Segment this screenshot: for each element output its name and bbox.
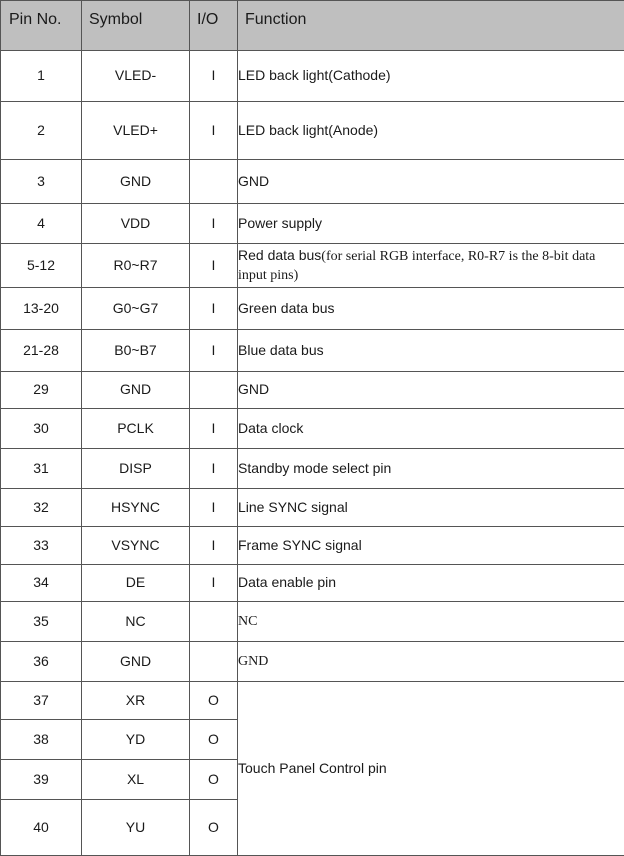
pin-cell: 37: [1, 682, 82, 720]
table-row: [1, 527, 624, 565]
header-row: [1, 1, 624, 51]
table-row: [1, 565, 624, 602]
pin-cell: 33: [1, 527, 82, 565]
function-cell: Data clock: [238, 409, 624, 449]
function-cell: Line SYNC signal: [238, 489, 624, 527]
io-cell: I: [190, 330, 238, 372]
symbol-cell: XL: [82, 760, 190, 800]
table-row: [1, 409, 624, 449]
pin-cell: 1: [1, 51, 82, 102]
io-cell: I: [190, 489, 238, 527]
pin-cell: 13-20: [1, 288, 82, 330]
table-row: [1, 244, 624, 288]
function-text: Red data bus: [238, 247, 321, 263]
table-row: [1, 288, 624, 330]
io-cell: I: [190, 527, 238, 565]
symbol-cell: YU: [82, 800, 190, 856]
symbol-cell: GND: [82, 372, 190, 409]
symbol-cell: VDD: [82, 204, 190, 244]
symbol-cell: VLED-: [82, 51, 190, 102]
io-cell: I: [190, 449, 238, 489]
io-cell: [190, 160, 238, 204]
function-note: (for serial RGB interface, R0-R7 is the 8-bit data input pins): [238, 249, 595, 283]
function-cell: GND: [238, 372, 624, 409]
header-pin-no: Pin No.: [1, 1, 82, 51]
function-cell: LED back light(Cathode): [238, 51, 624, 102]
io-cell: I: [190, 244, 238, 288]
pin-cell: 39: [1, 760, 82, 800]
function-cell: NC: [238, 602, 624, 642]
function-cell: Green data bus: [238, 288, 624, 330]
io-cell: [190, 602, 238, 642]
symbol-cell: YD: [82, 720, 190, 760]
io-cell: O: [190, 800, 238, 856]
symbol-cell: HSYNC: [82, 489, 190, 527]
table-row: [1, 682, 624, 720]
table-row: [1, 160, 624, 204]
table-header: [1, 1, 624, 51]
function-cell: GND: [238, 160, 624, 204]
table-row: [1, 489, 624, 527]
header-symbol: Symbol: [82, 1, 190, 51]
pin-cell: 32: [1, 489, 82, 527]
table-row: [1, 204, 624, 244]
symbol-cell: GND: [82, 160, 190, 204]
io-cell: I: [190, 409, 238, 449]
symbol-cell: PCLK: [82, 409, 190, 449]
symbol-cell: B0~B7: [82, 330, 190, 372]
io-cell: O: [190, 760, 238, 800]
io-cell: O: [190, 682, 238, 720]
function-cell: Frame SYNC signal: [238, 527, 624, 565]
symbol-cell: DISP: [82, 449, 190, 489]
pin-cell: 29: [1, 372, 82, 409]
function-cell: [238, 244, 624, 288]
function-cell: Data enable pin: [238, 565, 624, 602]
function-cell: GND: [238, 642, 624, 682]
function-cell: Blue data bus: [238, 330, 624, 372]
function-cell: Touch Panel Control pin: [238, 682, 624, 856]
table-row: [1, 330, 624, 372]
symbol-cell: GND: [82, 642, 190, 682]
pin-cell: 30: [1, 409, 82, 449]
pin-cell: 21-28: [1, 330, 82, 372]
io-cell: I: [190, 102, 238, 160]
pin-cell: 5-12: [1, 244, 82, 288]
io-cell: I: [190, 565, 238, 602]
pin-cell: 40: [1, 800, 82, 856]
header-function: Function: [238, 1, 624, 51]
symbol-cell: NC: [82, 602, 190, 642]
pin-cell: 4: [1, 204, 82, 244]
function-cell: LED back light(Anode): [238, 102, 624, 160]
table-row: [1, 642, 624, 682]
pin-cell: 35: [1, 602, 82, 642]
symbol-cell: G0~G7: [82, 288, 190, 330]
header-io: I/O: [190, 1, 238, 51]
table-row: [1, 51, 624, 102]
symbol-cell: DE: [82, 565, 190, 602]
table-body: [1, 51, 624, 856]
table-row: [1, 372, 624, 409]
pin-cell: 38: [1, 720, 82, 760]
symbol-cell: VLED+: [82, 102, 190, 160]
pin-cell: 2: [1, 102, 82, 160]
function-cell: Power supply: [238, 204, 624, 244]
table-row: [1, 602, 624, 642]
io-cell: O: [190, 720, 238, 760]
symbol-cell: VSYNC: [82, 527, 190, 565]
symbol-cell: R0~R7: [82, 244, 190, 288]
io-cell: I: [190, 288, 238, 330]
io-cell: [190, 642, 238, 682]
table-row: [1, 449, 624, 489]
symbol-cell: XR: [82, 682, 190, 720]
pin-cell: 36: [1, 642, 82, 682]
io-cell: I: [190, 204, 238, 244]
io-cell: I: [190, 51, 238, 102]
io-cell: [190, 372, 238, 409]
function-cell: Standby mode select pin: [238, 449, 624, 489]
pin-cell: 31: [1, 449, 82, 489]
pin-cell: 3: [1, 160, 82, 204]
table-row: [1, 102, 624, 160]
pin-cell: 34: [1, 565, 82, 602]
